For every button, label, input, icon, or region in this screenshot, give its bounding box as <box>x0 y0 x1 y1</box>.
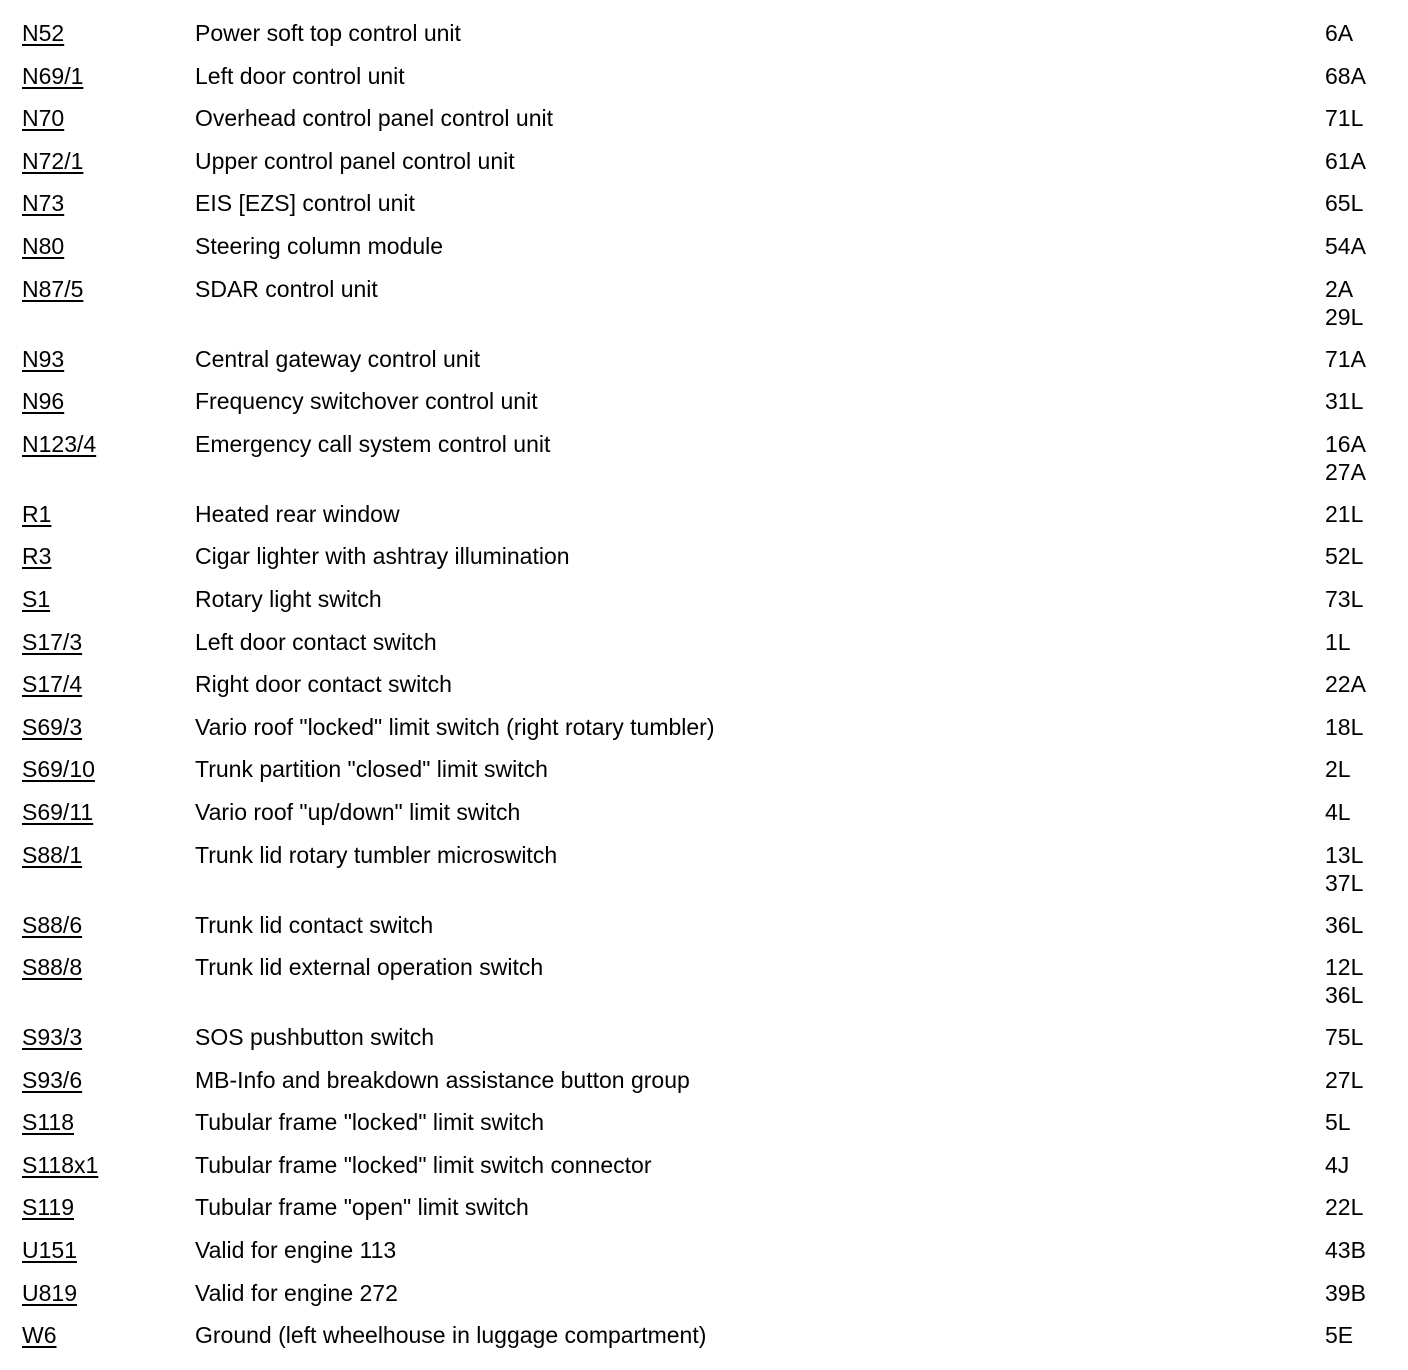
component-description: Valid for engine 113 <box>195 1237 397 1264</box>
table-row <box>0 189 1408 232</box>
table-row <box>0 911 1408 954</box>
component-description: Valid for engine 272 <box>195 1279 398 1306</box>
grid-coordinate: 4J <box>1325 1151 1350 1178</box>
grid-coordinate: 27L <box>1325 1066 1364 1093</box>
table-row <box>0 628 1408 671</box>
grid-location <box>1325 1321 1353 1349</box>
component-code-link[interactable]: U151 <box>22 1237 77 1264</box>
grid-location <box>1325 189 1363 217</box>
table-row <box>0 62 1408 105</box>
grid-location <box>1325 345 1366 373</box>
grid-coordinate: 54A <box>1325 232 1366 259</box>
grid-coordinate: 27A <box>1325 458 1366 485</box>
table-row <box>0 1151 1408 1194</box>
table-row <box>0 1321 1408 1364</box>
component-code-link[interactable]: W6 <box>22 1322 57 1349</box>
table-row <box>0 1193 1408 1236</box>
component-code-link[interactable]: S69/10 <box>22 756 95 783</box>
grid-location <box>1325 953 1363 1009</box>
component-code-link[interactable]: N123/4 <box>22 430 97 457</box>
component-code-link[interactable]: S88/8 <box>22 954 83 981</box>
grid-coordinate: 36L <box>1325 911 1364 938</box>
grid-coordinate: 75L <box>1325 1024 1364 1051</box>
component-description: Tubular frame "locked" limit switch <box>195 1109 545 1136</box>
grid-location <box>1325 1193 1363 1221</box>
component-code-link[interactable]: S88/6 <box>22 911 83 938</box>
grid-coordinate: 65L <box>1325 190 1364 217</box>
grid-coordinate: 21L <box>1325 500 1364 527</box>
grid-location <box>1325 841 1363 897</box>
component-description: Vario roof "locked" limit switch (right rotary tumbler) <box>195 713 715 740</box>
component-description: Left door control unit <box>195 62 405 89</box>
component-code-link[interactable]: S93/3 <box>22 1024 83 1051</box>
component-code-link[interactable]: N96 <box>22 388 65 415</box>
table-row <box>0 147 1408 190</box>
table-row <box>0 713 1408 756</box>
table-row <box>0 19 1408 62</box>
component-code-link[interactable]: S119 <box>22 1194 75 1221</box>
component-code-link[interactable]: S118 <box>22 1109 75 1136</box>
grid-location <box>1325 911 1363 939</box>
grid-location <box>1325 1236 1366 1264</box>
grid-coordinate: 18L <box>1325 713 1364 740</box>
component-description: MB-Info and breakdown assistance button group <box>195 1066 690 1093</box>
table-row <box>0 670 1408 713</box>
component-description: Trunk lid contact switch <box>195 911 434 938</box>
component-code-link[interactable]: S17/4 <box>22 671 83 698</box>
table-row <box>0 1236 1408 1279</box>
component-code-link[interactable]: U819 <box>22 1279 77 1306</box>
grid-location <box>1325 430 1366 486</box>
component-code-link[interactable]: N80 <box>22 232 65 259</box>
component-description: Emergency call system control unit <box>195 430 551 457</box>
table-row <box>0 841 1408 911</box>
grid-coordinate: 29L <box>1325 303 1364 330</box>
grid-coordinate: 1L <box>1325 628 1351 655</box>
component-description: Right door contact switch <box>195 671 452 698</box>
component-code-link[interactable]: S1 <box>22 585 51 612</box>
grid-location <box>1325 670 1366 698</box>
component-code-link[interactable]: S118x1 <box>22 1151 99 1178</box>
grid-location <box>1325 1151 1349 1179</box>
component-description: EIS [EZS] control unit <box>195 190 415 217</box>
grid-coordinate: 71L <box>1325 105 1364 132</box>
component-description: Power soft top control unit <box>195 20 461 46</box>
component-description: Tubular frame "open" limit switch <box>195 1194 529 1221</box>
table-row <box>0 430 1408 500</box>
component-code-link[interactable]: N72/1 <box>22 147 84 174</box>
grid-coordinate: 39B <box>1325 1279 1366 1306</box>
table-row <box>0 104 1408 147</box>
component-description: Vario roof "up/down" limit switch <box>195 798 521 825</box>
grid-coordinate: 73L <box>1325 585 1364 612</box>
grid-coordinate: 22A <box>1325 671 1366 698</box>
table-row <box>0 1066 1408 1109</box>
grid-location <box>1325 542 1363 570</box>
component-description: Heated rear window <box>195 500 400 527</box>
grid-coordinate: 43B <box>1325 1237 1366 1264</box>
grid-location <box>1325 19 1353 47</box>
component-code-link[interactable]: S93/6 <box>22 1066 83 1093</box>
component-description: Tubular frame "locked" limit switch connector <box>195 1151 652 1178</box>
table-row <box>0 1108 1408 1151</box>
grid-location <box>1325 1279 1366 1307</box>
component-description: Rotary light switch <box>195 585 382 612</box>
grid-location <box>1325 387 1363 415</box>
grid-coordinate: 22L <box>1325 1194 1364 1221</box>
table-row <box>0 953 1408 1023</box>
table-row <box>0 345 1408 388</box>
grid-coordinate: 37L <box>1325 869 1364 896</box>
grid-location <box>1325 62 1366 90</box>
grid-coordinate: 31L <box>1325 388 1364 415</box>
table-row <box>0 798 1408 841</box>
grid-coordinate: 71A <box>1325 345 1366 372</box>
component-code-link[interactable]: N69/1 <box>22 62 84 89</box>
component-description: Steering column module <box>195 232 444 259</box>
table-row <box>0 1023 1408 1066</box>
component-code-link[interactable]: N93 <box>22 345 65 372</box>
grid-coordinate: 2A <box>1325 275 1354 302</box>
table-row <box>0 275 1408 345</box>
grid-location <box>1325 713 1363 741</box>
grid-coordinate: 61A <box>1325 147 1366 174</box>
grid-location <box>1325 1066 1363 1094</box>
grid-location <box>1325 275 1363 331</box>
grid-coordinate: 2L <box>1325 756 1351 783</box>
grid-coordinate: 52L <box>1325 543 1364 570</box>
component-description: Frequency switchover control unit <box>195 388 538 415</box>
component-description: Overhead control panel control unit <box>195 105 553 132</box>
grid-location <box>1325 1023 1363 1051</box>
component-legend-table <box>0 19 1408 1364</box>
component-code-link[interactable]: S69/11 <box>22 798 94 825</box>
table-row <box>0 755 1408 798</box>
component-code-link[interactable]: N73 <box>22 190 65 217</box>
component-description: Left door contact switch <box>195 628 437 655</box>
component-code-link[interactable]: S88/1 <box>22 841 83 868</box>
component-description: Central gateway control unit <box>195 345 481 372</box>
grid-coordinate: 12L <box>1325 954 1364 981</box>
grid-coordinate: 68A <box>1325 62 1366 89</box>
component-description: Trunk lid external operation switch <box>195 954 544 981</box>
table-row <box>0 232 1408 275</box>
component-code-link[interactable]: N52 <box>22 20 65 46</box>
grid-coordinate: 6A <box>1325 20 1354 46</box>
component-code-link[interactable]: S69/3 <box>22 713 83 740</box>
component-description: Trunk lid rotary tumbler microswitch <box>195 841 558 868</box>
component-description: Ground (left wheelhouse in luggage compartment) <box>195 1322 707 1349</box>
grid-location <box>1325 798 1351 826</box>
table-row <box>0 542 1408 585</box>
component-code-link[interactable]: N70 <box>22 105 65 132</box>
grid-location <box>1325 147 1366 175</box>
component-description: Cigar lighter with ashtray illumination <box>195 543 570 570</box>
component-description: SOS pushbutton switch <box>195 1024 435 1051</box>
component-description: Trunk partition "closed" limit switch <box>195 756 548 783</box>
component-description: Upper control panel control unit <box>195 147 515 174</box>
grid-location <box>1325 104 1363 132</box>
grid-coordinate: 13L <box>1325 841 1364 868</box>
grid-coordinate: 36L <box>1325 982 1364 1009</box>
table-row <box>0 500 1408 543</box>
grid-location <box>1325 628 1351 656</box>
component-code-link[interactable]: S17/3 <box>22 628 83 655</box>
grid-location <box>1325 1108 1351 1136</box>
component-code-link[interactable]: N87/5 <box>22 275 84 302</box>
grid-location <box>1325 755 1351 783</box>
table-row <box>0 387 1408 430</box>
grid-coordinate: 5L <box>1325 1109 1351 1136</box>
grid-location <box>1325 500 1363 528</box>
grid-coordinate: 4L <box>1325 798 1351 825</box>
grid-location <box>1325 232 1366 260</box>
component-description: SDAR control unit <box>195 275 378 302</box>
table-row <box>0 585 1408 628</box>
table-row <box>0 1279 1408 1322</box>
grid-location <box>1325 585 1363 613</box>
component-code-link[interactable]: R1 <box>22 500 52 527</box>
component-code-link[interactable]: R3 <box>22 543 52 570</box>
grid-coordinate: 5E <box>1325 1322 1354 1349</box>
grid-coordinate: 16A <box>1325 430 1366 457</box>
